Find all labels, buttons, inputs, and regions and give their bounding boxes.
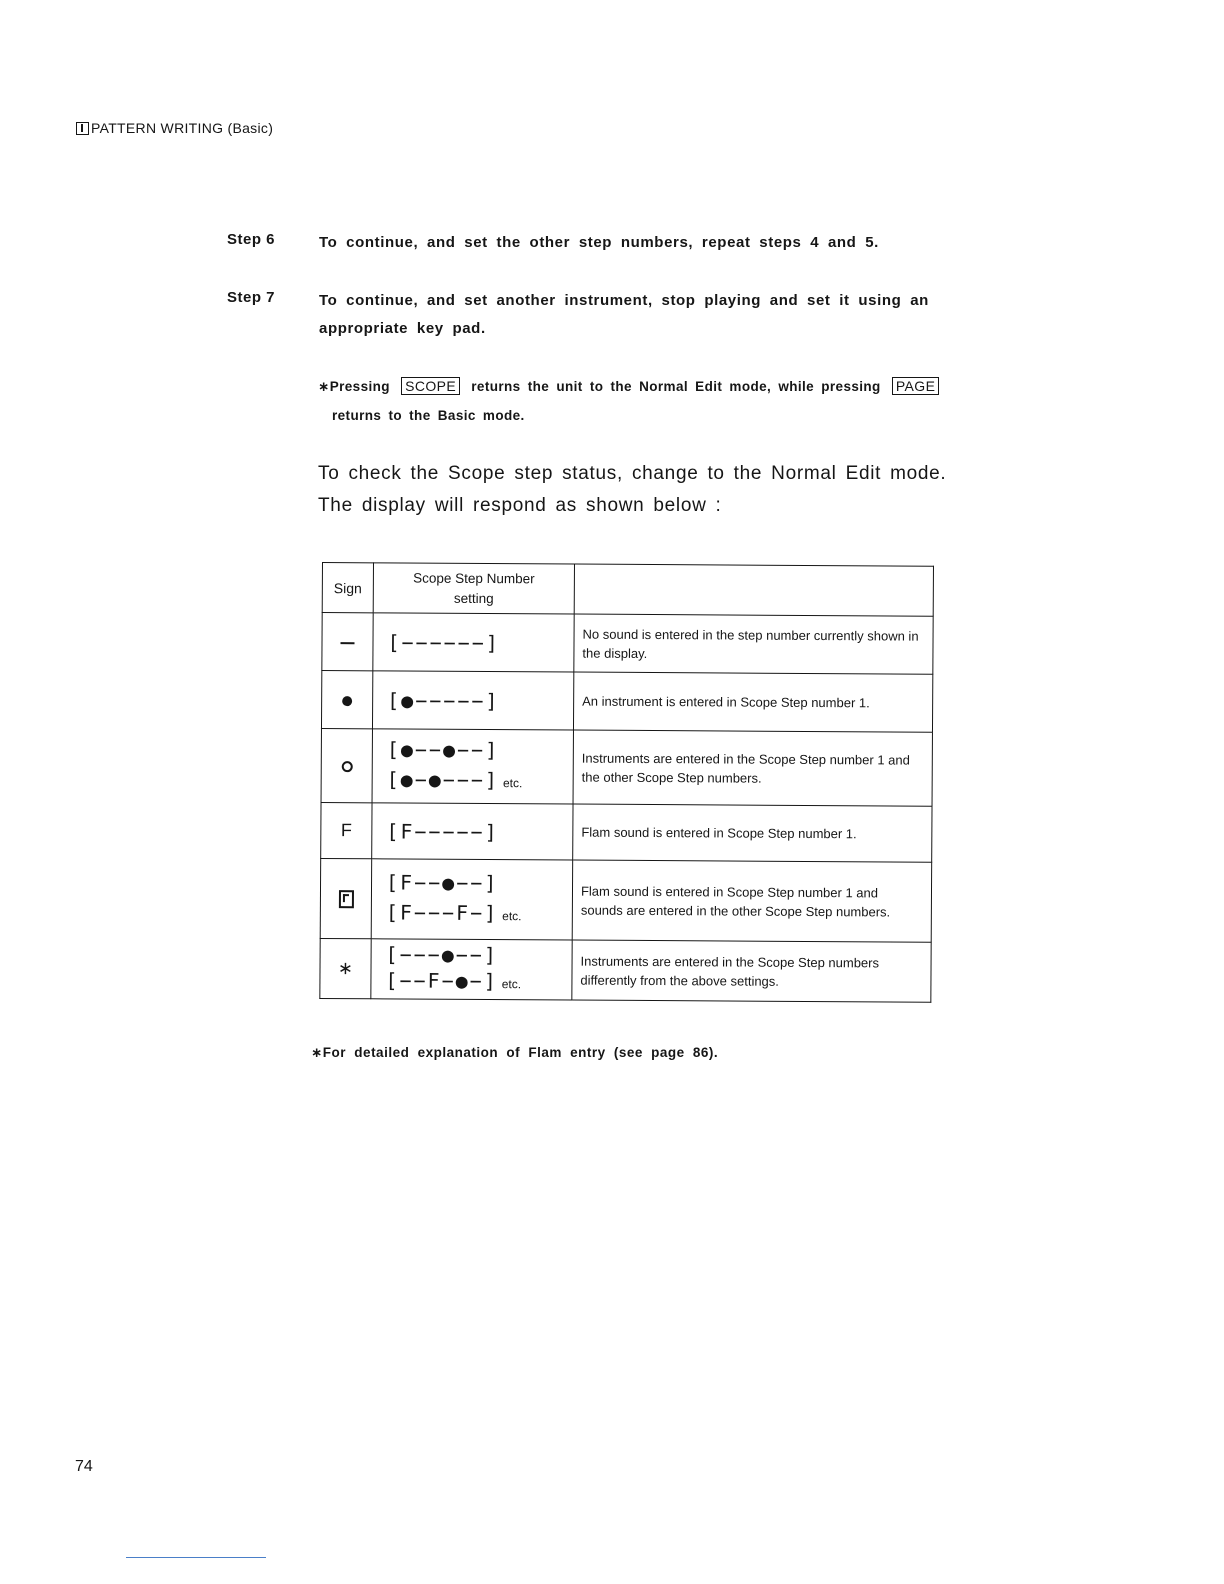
header-setting (373, 563, 574, 614)
section-marker-icon (76, 122, 89, 135)
etc-label: etc. (501, 977, 522, 992)
note-middle: returns the unit to the Normal Edit mode, while pressing (471, 379, 881, 394)
page-number: 74 (75, 1458, 93, 1475)
letter-f-icon: F (340, 820, 352, 841)
display-line: [−−−●−−] (385, 942, 499, 968)
header-setting-line-2: setting (453, 590, 494, 606)
lead-line-2: The display will respond as shown below : (318, 495, 722, 516)
etc-label: etc. (502, 776, 523, 791)
note-prefix: ∗Pressing (318, 379, 390, 394)
step-7-text: To continue, and set another instrument, stop playing and set it using an appropriate key pad. (319, 292, 929, 337)
boxed-f-icon (338, 890, 353, 908)
description-cell: No sound is entered in the step number currently shown in the display. (574, 614, 933, 674)
lead-line-1: To check the Scope step status, change to the Normal Edit mode. (318, 463, 947, 484)
step-6-text: To continue, and set the other step numbers, repeat steps 4 and 5. (319, 234, 879, 251)
lead-paragraph (318, 458, 958, 522)
display-cell (371, 859, 572, 940)
asterisk-icon: ∗ (337, 958, 354, 979)
etc-label: etc. (502, 909, 522, 924)
dash-icon (340, 642, 354, 644)
sign-cell (320, 938, 371, 998)
description-cell: Instruments are entered in the Scope Step numbers differently from the above settings. (572, 940, 931, 1002)
display-line: [−−−−−−] (387, 629, 500, 655)
description-cell: Flam sound is entered in Scope Step number 1 and sounds are entered in the other Scope Step numbers. (572, 860, 931, 942)
table-row (320, 938, 931, 1002)
table-row (321, 728, 932, 806)
display-line: [●−−−−−] (387, 687, 500, 713)
sign-cell (322, 613, 373, 671)
sign-cell (321, 802, 372, 858)
step-7-label: Step 7 (227, 289, 276, 306)
table-row (322, 613, 933, 675)
note-suffix: returns to the Basic mode. (332, 408, 525, 423)
scope-page-note (318, 372, 950, 430)
display-line: [F−−−F−] (385, 900, 499, 926)
footnote: ∗For detailed explanation of Flam entry (see page 86). (311, 1045, 719, 1060)
description-cell: Flam sound is entered in Scope Step number 1. (573, 804, 932, 862)
display-line: [−−F−●−] (385, 968, 498, 994)
display-line-with-suffix (387, 764, 573, 798)
scope-status-table (319, 562, 934, 1003)
display-line: [●−●−−−] (386, 767, 500, 793)
display-cell (373, 613, 574, 672)
display-cell (372, 671, 573, 730)
display-line-with-suffix (385, 967, 571, 997)
header-sign: Sign (322, 563, 373, 613)
step-6-label: Step 6 (227, 231, 276, 248)
sign-cell (321, 728, 372, 802)
table-row (320, 858, 931, 942)
filled-dot-icon (342, 696, 352, 706)
page-header (76, 120, 273, 136)
display-line-with-suffix (386, 897, 572, 931)
display-cell (372, 729, 573, 804)
sign-cell (320, 858, 371, 938)
description-cell: An instrument is entered in Scope Step number 1. (573, 672, 932, 732)
header-title: PATTERN WRITING (Basic) (91, 120, 274, 136)
display-cell (371, 939, 572, 1000)
page-key-label: PAGE (892, 377, 939, 395)
display-line: [●−−●−−] (386, 737, 500, 763)
table-header-row (322, 563, 933, 617)
display-cell (372, 803, 573, 860)
ring-dot-icon (341, 761, 352, 772)
table-row (321, 802, 932, 862)
scope-key-label: SCOPE (401, 377, 460, 395)
description-cell: Instruments are entered in the Scope Step number 1 and the other Scope Step numbers. (573, 730, 932, 806)
header-description-empty (574, 564, 933, 616)
sign-cell (321, 671, 372, 729)
display-line: [F−−−−−] (386, 818, 499, 844)
table-row (321, 671, 932, 733)
header-setting-line-1: Scope Step Number (413, 570, 535, 586)
bottom-rule (126, 1557, 266, 1558)
display-line: [F−−●−−] (385, 870, 499, 896)
